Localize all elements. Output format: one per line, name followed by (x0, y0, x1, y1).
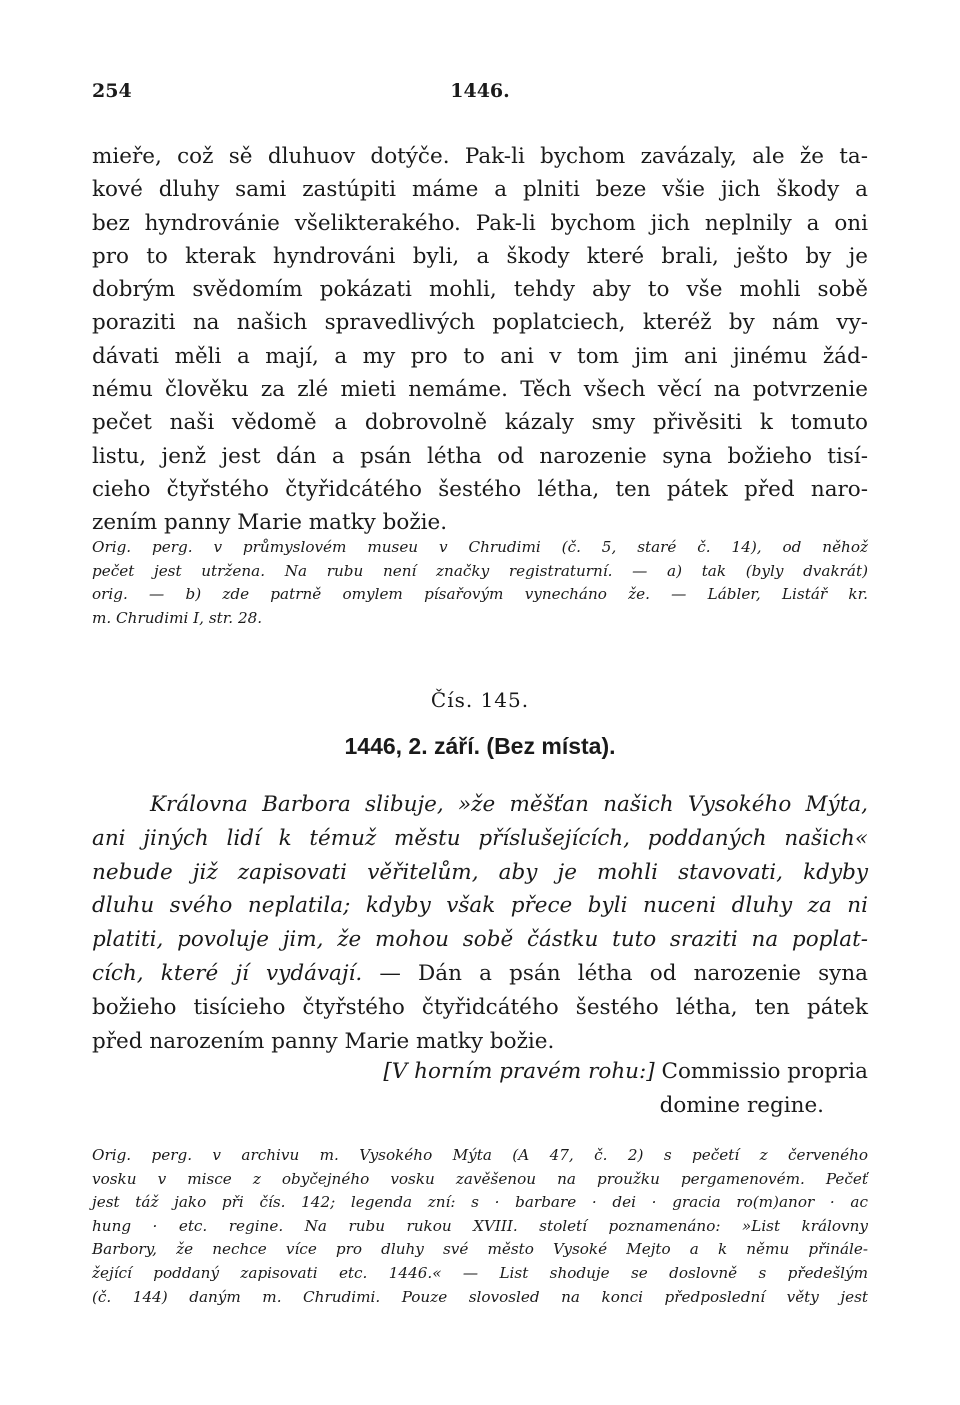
annotation-location: [V horním pravém rohu:] (383, 1059, 655, 1084)
note-line: žející poddaný zapisovati etc. 1446.« — List shoduje se doslovně s předešlým (92, 1263, 868, 1282)
abstract-line-italic: cích, které jí vydávají. (92, 960, 363, 986)
text-line: bez hyndrovánie všelikterakého. Pak-li bychom jich neplnily a oni (92, 210, 868, 236)
document-number: Čís. 145. (430, 688, 530, 712)
document-date-heading: 1446, 2. září. (Bez místa). (344, 733, 616, 759)
abstract-mixed-line (92, 957, 868, 991)
main-text-continuation (92, 140, 868, 540)
abstract-line: Královna Barbora slibuje, »že měšťan našich Vysokého Mýta, (150, 792, 868, 817)
note-line: m. Chrudimi I, str. 28. (92, 608, 263, 627)
annotation-line (92, 1055, 868, 1089)
text-line: cieho čtyřstého čtyřidcátého šestého létha, ten pátek před naro- (92, 476, 868, 502)
abstract-line: nebude již zapisovati věřitelům, aby je mohli stavovati, kdyby (92, 859, 868, 885)
text-line: kové dluhy sami zastúpiti máme a plniti beze všie jich škody a (92, 177, 868, 203)
text-line: listu, jenž jest dán a psán létha od narozenie syna božieho tisí- (92, 443, 868, 469)
text-line: pečet naši vědomě a dobrovolně kázaly smy přivěsiti k tomuto (92, 410, 868, 436)
text-line: dávati měli a mají, a my pro to ani v tom jim ani jinému žád- (92, 343, 868, 369)
note-line: hung · etc. regine. Na rubu rukou XVIII. století poznamenáno: »List královny (92, 1216, 868, 1235)
running-head-year: 1446. (450, 80, 510, 102)
note-line: orig. — b) zde patrně omylem písařovým vynecháno že. — Lábler, Listář kr. (92, 585, 868, 604)
text-line: pro to kterak hyndrováni byli, a škody které brali, ješto by je (92, 243, 868, 269)
abstract-line-roman: — Dán a psán létha od narozenie syna (362, 960, 868, 986)
text-line: poraziti na našich spravedlivých poplatciech, kteréž by nám vy- (92, 310, 868, 336)
text-line: nému člověku za zlé mieti nemáme. Těch všech věcí na potvrzenie (92, 377, 868, 403)
source-note-145 (92, 1144, 868, 1309)
abstract-line: ani jiných lidí k témuž městu příslušejících, poddaných našich« (92, 825, 868, 851)
note-line: jest táž jako při čís. 142; legenda zní: s · barbare · dei · gracia ro(m)anor · ac (92, 1193, 868, 1212)
source-note-144 (92, 536, 868, 630)
note-line: pečet jest utržena. Na rubu není značky registraturní. — a) tak (byly dvakrát) (92, 561, 868, 580)
note-line: Orig. perg. v archivu m. Vysokého Mýta (A 47, č. 2) s pečetí z červeného (92, 1146, 868, 1164)
page-number: 254 (92, 80, 132, 102)
text-line: mieře, což sě dluhuov dotýče. Pak-li bychom zavázaly, ale že ta- (92, 144, 868, 169)
text-line: dobrým svědomím pokázati mohli, tehdy aby to vše mohli sobě (92, 277, 868, 303)
text-line: před narozením panny Marie matky božie. (92, 1028, 555, 1054)
note-line: Barbory, že nechce více pro dluhy své město Vysoké Mejto a k němu přinále- (92, 1240, 868, 1259)
annotation-text: Commissio propria (654, 1059, 868, 1084)
abstract-line: dluhu svého neplatila; kdyby však přece byli nuceni dluhy za ni (92, 893, 868, 919)
note-line: Orig. perg. v průmyslovém museu v Chrudimi (č. 5, staré č. 14), od něhož (92, 538, 868, 556)
text-line: božieho tisícieho čtyřstého čtyřidcátého šestého létha, ten pátek (92, 994, 868, 1020)
annotation-line-2: domine regine. (659, 1092, 824, 1118)
document-abstract (92, 788, 868, 1058)
text-line: zením panny Marie matky božie. (92, 510, 448, 536)
abstract-line: platiti, povoluje jim, že mohou sobě částku tuto sraziti na poplat- (92, 927, 868, 953)
note-line: (č. 144) daným m. Chrudimi. Pouze slovosled na konci předposlední věty jest (92, 1287, 868, 1306)
page-header (92, 80, 868, 110)
note-line: vosku v misce z obyčejného vosku zavěšenou na proužku pergamenovém. Pečeť (92, 1169, 868, 1188)
endorsement-annotation (92, 1055, 868, 1122)
